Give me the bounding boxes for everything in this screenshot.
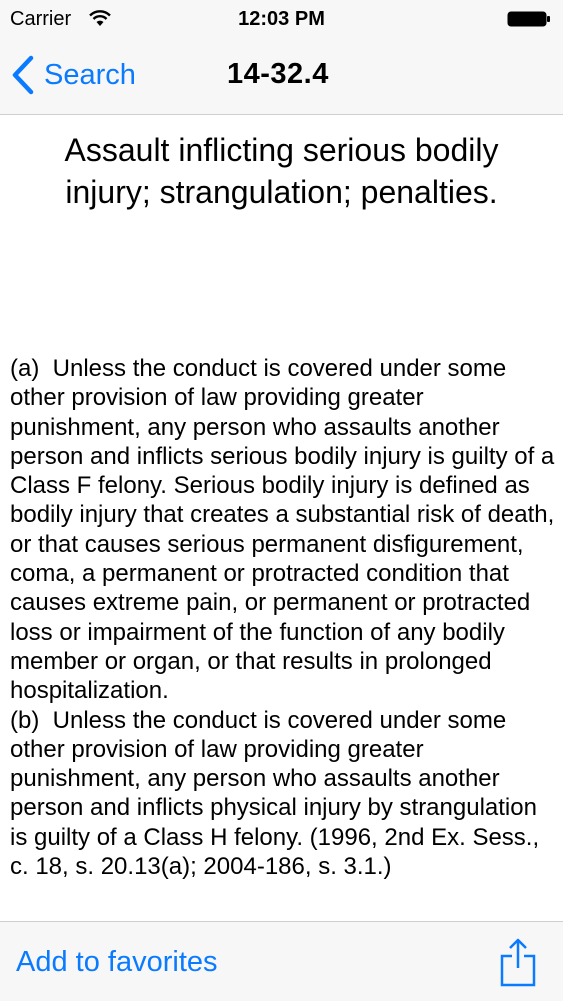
battery-icon: [507, 11, 551, 27]
back-button-label: Search: [44, 58, 136, 91]
page-title: 14-32.4: [227, 58, 329, 90]
carrier-label: Carrier: [10, 8, 72, 30]
status-time: 12:03 PM: [238, 8, 325, 30]
bottom-toolbar: [0, 921, 563, 1001]
add-to-favorites-button[interactable]: Add to favorites: [16, 946, 218, 978]
statute-text: (a) Unless the conduct is covered under some other provision of law providing greater punishment, any person who assaults another person and inflicts serious bodily injury is guilty of a Class F felony. Serious bodily injury is defined as bodily injury that creates a substantial risk of death, or that causes serious permanent disfigurement, coma, a permanent or protracted condition that causes extreme pain, or permanent or protracted loss or impairment of the function of any bodily member or organ, or that results in prolonged hospitalization. (b) Unless the conduct is covered under some other provision of law providing greater punishment, any person who assaults another person and inflicts physical injury by strangulation is guilty of a Class H felony. (1996, 2nd Ex. Sess., c. 18, s. 20.13(a); 2004-186, s. 3.1.): [10, 355, 555, 881]
statute-scroll-view[interactable]: [0, 115, 563, 921]
chevron-left-icon: [10, 55, 36, 95]
navigation-bar: [0, 38, 563, 115]
status-bar: [0, 0, 563, 38]
share-icon[interactable]: [498, 936, 538, 988]
statute-heading: Assault inflicting serious bodily injury; strangulation; penalties.: [64, 132, 499, 210]
back-button[interactable]: [10, 52, 136, 98]
